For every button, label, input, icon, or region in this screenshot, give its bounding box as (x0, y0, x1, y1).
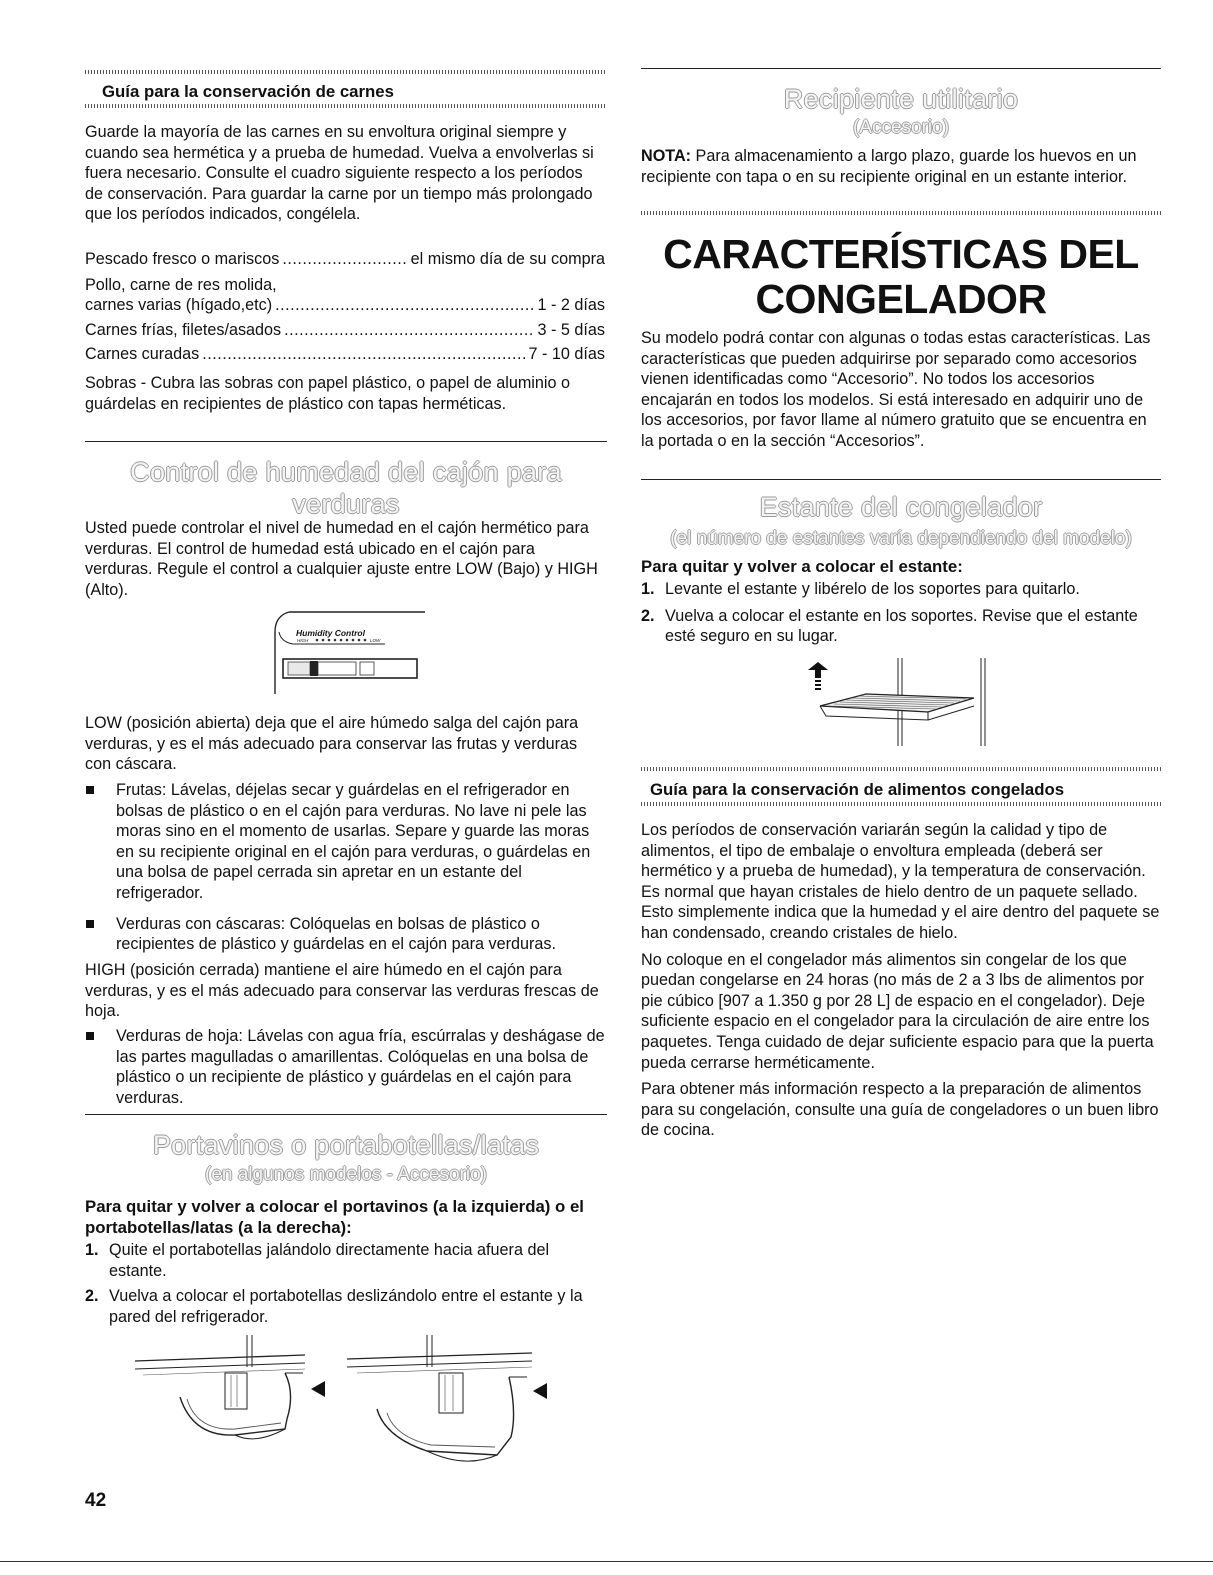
table-row (85, 344, 605, 365)
hatch-divider (641, 211, 1161, 215)
row-label: Carnes curadas (85, 345, 200, 364)
list-item: Frutas: Lávelas, déjelas secar y guárdelas en el refrigerador en bolsas de plástico o en el cajón para verduras. No lave ni pele las moras sino en el momento de usarlas. Separe y guarde las moras en su recipiente original en el cajón para verduras, o guárdelas en una bolsa de papel cerrada sin apretar en un estante del refrigerador. (85, 780, 605, 904)
meat-guide-intro: Guarde la mayoría de las carnes en su envoltura original siempre y cuando sea hermética y a prueba de humedad. Vuelva a envolverlas si fuera necesario. Consulte el cuadro siguiente respecto a los períodos de conservación. Para guardar la carne por un tiempo más prolongado que los períodos indicados, congélela. (85, 123, 594, 224)
row-value: 7 - 10 días (528, 345, 605, 364)
list-item: 1. Quite el portabotellas jalándolo directamente hacia afuera del estante. (85, 1241, 550, 1280)
note-label: NOTA: (641, 147, 692, 165)
freezer-shelf-instruction-heading: Para quitar y volver a colocar el estante: (641, 557, 963, 576)
utility-bin-title: Recipiente utilitario (783, 84, 1019, 114)
list-item: Verduras con cáscaras: Colóquelas en bolsas de plástico o recipientes de plástico y guárdelas en el cajón para verduras. (85, 914, 605, 955)
up-arrow-icon (808, 662, 828, 678)
humidity-dots (316, 639, 367, 642)
low-setting-text: LOW (posición abierta) deja que el aire húmedo salga del cajón para verduras, y es el más adecuado para conservar las frutas y verduras con cáscara. (85, 714, 579, 774)
wine-rack-subtitle: (en algunos modelos - Accesorio) (205, 1164, 487, 1185)
utility-bin-subtitle: (Accesorio) (852, 117, 950, 138)
frozen-guide-heading: Guía para la conservación de alimentos congelados (650, 780, 1065, 799)
freezer-features-intro: Su modelo podrá contar con algunas o todas estas características. Las características que pueden adquirirse por separado como accesorios vienen identificadas como “Accesorio”. No todos los accesorios encajarán en todos los modelos. Si está interesado en adquirir uno de los accesorios, por favor llame al número gratuito que se encuentra en la portada o en la sección “Accesorios”. (641, 329, 1151, 450)
section-divider (85, 1114, 607, 1115)
list-item: Verduras de hoja: Lávelas con agua fría, escúrralas y deshágase de las partes magulladas o amarillentas. Colóquelas en una bolsa de plástico o un recipiente de plástico y guárdelas en el cajón para verduras. (85, 1026, 605, 1108)
paragraph: No coloque en el congelador más alimentos sin congelar de los que puedan congelarse en 24 horas (no más de 2 a 3 lbs de alimentos por pie cúbico [907 a 1.350 g por 28 L] de espacio en el congelador). Deje suficiente espacio en el congelador para la circulación de aire entre los paquetes. Tenga cuidado de dejar suficiente espacio para que la puerta pueda cerrarse herméticamente. (641, 950, 1154, 1072)
list-item: 2. Vuelva a colocar el estante en los soportes. Revise que el estante esté seguro en su lugar. (641, 606, 1138, 646)
row-value: 1 - 2 días (537, 296, 605, 315)
section-divider (641, 68, 1161, 69)
dot-leader (282, 249, 407, 270)
freezer-features-title: CARACTERÍSTICAS DEL CONGELADOR (663, 231, 1139, 322)
meat-guide-heading: Guía para la conservación de carnes (102, 82, 394, 101)
hatch-divider (641, 802, 1161, 806)
dot-leader (284, 320, 534, 341)
bullet-icon (86, 1032, 94, 1040)
table-row (85, 320, 605, 341)
freezer-shelf-illustration (806, 656, 996, 748)
can-rack-illustration (347, 1333, 547, 1473)
humidity-control-illustration (267, 610, 427, 695)
frozen-guide-body (641, 820, 1161, 1141)
humidity-section-title: Control de humedad del cajón para verduras (130, 457, 562, 519)
row-value: 3 - 5 días (537, 320, 605, 339)
bullet-icon (86, 920, 94, 928)
hatch-divider (641, 767, 1161, 771)
wine-rack-steps (85, 1240, 605, 1327)
hatch-divider (85, 104, 607, 108)
wine-rack-instruction-heading: Para quitar y volver a colocar el portavinos (a la izquierda) o el portabotellas/latas (a la derecha): (85, 1197, 584, 1237)
high-setting-text: HIGH (posición cerrada) mantiene el aire húmedo en el cajón para verduras, y es el más adecuado para conservar las verduras frescas de hoja. (85, 961, 599, 1021)
page-number: 42 (85, 1490, 107, 1511)
row-value: el mismo día de su compra (410, 250, 605, 268)
paragraph: Para obtener más información respecto a la preparación de alimentos para su congelación, consulte una guía de congeladores o un buen libro de cocina. (641, 1080, 1159, 1140)
bottom-edge-line (0, 1561, 1213, 1562)
dot-leader (202, 344, 525, 365)
freezer-shelf-subtitle: (el número de estantes varía dependiendo del modelo) (670, 528, 1132, 549)
humidity-control-label: Humidity Control (296, 628, 365, 638)
humidity-high-label: HIGH (297, 638, 309, 643)
paragraph: Los períodos de conservación variarán según la calidad y tipo de alimentos, el tipo de embalaje o envoltura empleada (deberá ser hermético y a prueba de humedad), y la temperatura de conservación. Es normal que hayan cristales de hielo dentro de un paquete sellado. Esto simplemente indica que la humedad y el aire dentro del paquete se han condensado, creando cristales de hielo. (641, 821, 1160, 942)
table-row (85, 249, 605, 270)
row-label-first-line: Pollo, carne de res molida, (85, 275, 277, 294)
low-setting-list (85, 780, 605, 955)
wine-rack-title: Portavinos o portabotellas/latas (152, 1130, 540, 1160)
high-setting-list (85, 1026, 605, 1108)
list-item: 2. Vuelva a colocar el portabotellas deslizándolo entre el estante y la pared del refrigerador. (85, 1287, 583, 1326)
humidity-low-label: LOW (370, 638, 381, 643)
row-label: Carnes frías, filetes/asados (85, 320, 282, 339)
humidity-intro: Usted puede controlar el nivel de humedad en el cajón hermético para verduras. El control de humedad está ubicado en el cajón para verduras. Regule el control a cualquier ajuste entre LOW (Bajo) y HIGH (Alto). (85, 519, 598, 599)
utility-bin-note (641, 146, 1161, 187)
bullet-icon (86, 786, 94, 794)
hatch-divider (85, 70, 607, 74)
meat-storage-table (85, 249, 605, 365)
leftovers-text: Sobras - Cubra las sobras con papel plástico, o papel de aluminio o guárdelas en recipientes de plástico con tapas herméticas. (85, 374, 571, 413)
row-label: carnes varias (hígado,etc) (85, 296, 273, 315)
wine-rack-illustration (135, 1333, 325, 1463)
section-divider (641, 479, 1161, 480)
list-item: 1. Levante el estante y libérelo de los soportes para quitarlo. (641, 580, 1080, 598)
freezer-shelf-title: Estante del congelador (759, 492, 1043, 522)
section-divider (85, 441, 607, 442)
dot-leader (275, 295, 534, 316)
freezer-shelf-steps (641, 579, 1161, 647)
row-label: Pescado fresco o mariscos (85, 250, 280, 268)
note-text: Para almacenamiento a largo plazo, guarde los huevos en un recipiente con tapa o en su recipiente original en un estante interior. (641, 147, 1137, 186)
table-row (85, 295, 605, 316)
